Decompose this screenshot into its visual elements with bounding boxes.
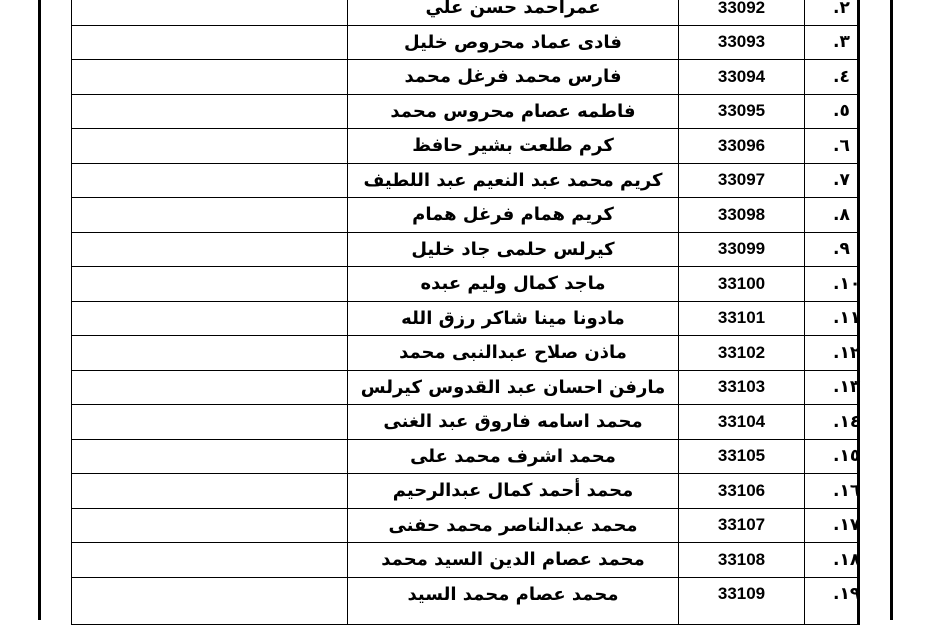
table-row xyxy=(72,163,859,198)
student-code: 33105 xyxy=(679,439,805,474)
row-number: .١٩ xyxy=(805,577,859,624)
roster-body xyxy=(72,0,859,624)
table-row xyxy=(72,232,859,267)
student-name: ماذن صلاح عبدالنبى محمد xyxy=(348,336,679,371)
student-name: محمد عصام الدين السيد محمد xyxy=(348,543,679,578)
student-code: 33107 xyxy=(679,508,805,543)
blank-cell xyxy=(72,198,348,233)
blank-cell xyxy=(72,336,348,371)
blank-cell xyxy=(72,301,348,336)
student-code: 33099 xyxy=(679,232,805,267)
table-row xyxy=(72,301,859,336)
student-roster-table xyxy=(71,0,860,625)
row-number: .٢ xyxy=(805,0,859,25)
student-name: فادى عماد محروص خليل xyxy=(348,25,679,60)
blank-cell xyxy=(72,94,348,129)
row-number: .١٢ xyxy=(805,336,859,371)
student-name: محمد أحمد كمال عبدالرحيم xyxy=(348,474,679,509)
table-row xyxy=(72,336,859,371)
table-row xyxy=(72,198,859,233)
table-row xyxy=(72,439,859,474)
row-number: .١١ xyxy=(805,301,859,336)
student-code: 33100 xyxy=(679,267,805,302)
student-code: 33108 xyxy=(679,543,805,578)
student-name: عمراحمد حسن علي xyxy=(348,0,679,25)
table-row xyxy=(72,370,859,405)
table-row xyxy=(72,25,859,60)
page-border-left xyxy=(38,0,41,620)
row-number: .٨ xyxy=(805,198,859,233)
table-row xyxy=(72,60,859,95)
blank-cell xyxy=(72,60,348,95)
table-row xyxy=(72,0,859,25)
student-code: 33098 xyxy=(679,198,805,233)
blank-cell xyxy=(72,25,348,60)
row-number: .٩ xyxy=(805,232,859,267)
blank-cell xyxy=(72,232,348,267)
blank-cell xyxy=(72,474,348,509)
student-code: 33096 xyxy=(679,129,805,164)
student-name: فارس محمد فرغل محمد xyxy=(348,60,679,95)
table-row xyxy=(72,543,859,578)
blank-cell xyxy=(72,439,348,474)
student-code: 33093 xyxy=(679,25,805,60)
student-name: كريم محمد عبد النعيم عبد اللطيف xyxy=(348,163,679,198)
student-name: كرم طلعت بشير حافظ xyxy=(348,129,679,164)
row-number: .٣ xyxy=(805,25,859,60)
row-number: .١٤ xyxy=(805,405,859,440)
student-name: ماجد كمال وليم عبده xyxy=(348,267,679,302)
student-code: 33094 xyxy=(679,60,805,95)
student-name: كيرلس حلمى جاد خليل xyxy=(348,232,679,267)
table-row xyxy=(72,474,859,509)
row-number: .١٦ xyxy=(805,474,859,509)
blank-cell xyxy=(72,163,348,198)
student-name: محمد اسامه فاروق عبد الغنى xyxy=(348,405,679,440)
student-code: 33103 xyxy=(679,370,805,405)
blank-cell xyxy=(72,508,348,543)
row-number: .١٠ xyxy=(805,267,859,302)
student-code: 33101 xyxy=(679,301,805,336)
student-name: محمد عصام محمد السيد xyxy=(348,577,679,624)
row-number: .٧ xyxy=(805,163,859,198)
student-code: 33095 xyxy=(679,94,805,129)
row-number: .١٣ xyxy=(805,370,859,405)
blank-cell xyxy=(72,267,348,302)
table-row xyxy=(72,508,859,543)
table-row xyxy=(72,267,859,302)
row-number: .٥ xyxy=(805,94,859,129)
blank-cell xyxy=(72,370,348,405)
student-code: 33102 xyxy=(679,336,805,371)
student-code: 33104 xyxy=(679,405,805,440)
row-number: .١٧ xyxy=(805,508,859,543)
student-code: 33109 xyxy=(679,577,805,624)
student-name: فاطمه عصام محروس محمد xyxy=(348,94,679,129)
row-number: .١٥ xyxy=(805,439,859,474)
table-row xyxy=(72,405,859,440)
blank-cell xyxy=(72,129,348,164)
student-code: 33106 xyxy=(679,474,805,509)
table-row xyxy=(72,577,859,624)
student-name: مادونا مينا شاكر رزق الله xyxy=(348,301,679,336)
table-row xyxy=(72,94,859,129)
student-name: محمد عبدالناصر محمد حفنى xyxy=(348,508,679,543)
student-name: محمد اشرف محمد على xyxy=(348,439,679,474)
table-row xyxy=(72,129,859,164)
row-number: .١٨ xyxy=(805,543,859,578)
blank-cell xyxy=(72,405,348,440)
row-number: .٦ xyxy=(805,129,859,164)
page-border-right xyxy=(890,0,893,620)
student-name: كريم همام فرغل همام xyxy=(348,198,679,233)
blank-cell xyxy=(72,0,348,25)
student-code: 33092 xyxy=(679,0,805,25)
blank-cell xyxy=(72,577,348,624)
blank-cell xyxy=(72,543,348,578)
student-name: مارفن احسان عبد القدوس كيرلس xyxy=(348,370,679,405)
student-code: 33097 xyxy=(679,163,805,198)
row-number: .٤ xyxy=(805,60,859,95)
